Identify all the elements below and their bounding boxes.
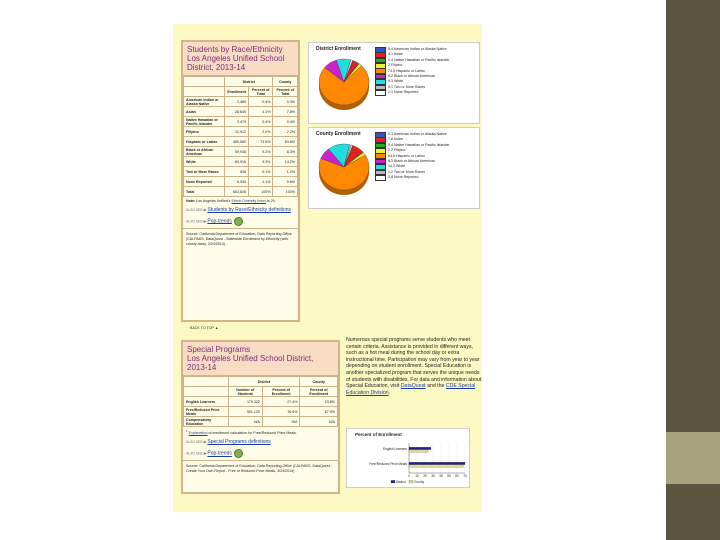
percent-cell: 100% [248,187,273,197]
percent-enrollment-svg [347,429,469,487]
enrollment-cell: 2,479 [225,117,249,127]
pop-trends-icon[interactable] [234,217,243,226]
legend-label: 0.8 None Reported [388,175,419,180]
enrollment-cell: 59,936 [225,147,249,157]
row-label: American Indian or Alaska Native [184,97,225,107]
legend-label: County [414,480,425,484]
table-row [184,417,338,427]
programs-col-county-pct: Percent of Enrollment [300,387,338,397]
legend-label: 1.1 None Reported [388,90,419,95]
programs-table [183,376,338,427]
ethnic-diversity-index-link[interactable]: Ethnic Diversity Index [231,199,266,203]
race-col-blank [184,87,225,97]
legend-label: 7.8 Asian [388,137,403,142]
race-table [183,76,298,197]
row-label: Black or African American [184,147,225,157]
percent-cell: 0.4% [248,117,273,127]
footnote-marker: 1 [186,429,188,433]
county-percent-cell: 64.8% [273,137,298,147]
percent-cell: 73.5% [248,137,273,147]
table-row [184,187,298,197]
programs-body-text: Numerous special programs serve students who meet certain criteria. Assistance is provided in different ways, such as a hot meal during the school day or extra instructional time. Participation may vary from year to year depending on student enrollment. Special Education is another specialized program that serves the unique needs of students with disabilities. For data and information about Special Education, visit [346,337,482,390]
bar-county [409,465,463,467]
row-label: Compensatory Education [184,417,229,427]
number-cell: N/A [228,417,262,427]
table-row [184,167,298,177]
county-percent-cell: 67.9% [300,407,338,417]
decor-accent-block [666,432,720,484]
arrow-right-icon: ▶ [203,440,207,445]
programs-source: Source: California Department of Education, Data Reporting Office (CALPADS, DataQuest - Create Your Own Report - Free or Reduced Price Meals, 3/24/2014) [183,460,338,477]
programs-table-body [184,397,338,427]
county-enrollment-chart [308,127,480,209]
arrow-up-icon: ▲ [214,326,219,330]
row-label: Total [184,187,225,197]
programs-header-district: District [228,377,300,387]
race-col-enrollment: Enrollment [225,87,249,97]
programs-title-line2: Los Angeles Unified School District, 2013-14 [187,354,314,372]
number-cell: 501,120 [228,407,262,417]
county-pie [315,140,377,202]
note-text: Los Angeles Unified's [196,199,231,203]
legend-label: 2.2 Filipino [388,148,406,153]
x-tick-label: 50 [447,474,451,478]
race-pop-trends-link[interactable]: Pop-trends [207,218,232,225]
percent-cell: 1.1% [248,177,273,187]
enrollment-cell: 26,649 [225,107,249,117]
table-row [184,397,338,407]
race-note [183,197,298,206]
legend-label: 9.2 Black or African American [388,73,435,78]
footnote-text: of enrollment calculation for Free/Reduced Price Meals. [208,431,297,436]
number-cell: 179,322 [228,397,262,407]
table-row [184,117,298,127]
row-label: Hispanic or Latino [184,137,225,147]
percent-cell: 0.4% [248,97,273,107]
bar-district [409,462,465,464]
programs-col-header [184,387,338,397]
table-row [184,147,298,157]
x-tick-label: 0 [408,474,410,478]
table-row [184,157,298,167]
legend-swatch [375,175,386,181]
race-panel-title [183,42,298,76]
race-also-see-2 [183,215,298,228]
county-percent-cell: 14.2% [273,157,298,167]
explanation-link[interactable]: Explanation [188,431,208,436]
legend-item [375,90,450,95]
note-suffix: is 29. [267,199,276,203]
programs-col-num: Number of Students [228,387,262,397]
race-col-county-pct: Percent of Total [273,87,298,97]
race-col-pct: Percent of Total [248,87,273,97]
district-chart-title: District Enrollment [316,46,361,52]
back-to-top-link[interactable] [190,326,218,330]
and-text: and the [427,383,445,390]
race-table-col-header [184,87,298,97]
bar-chart-title: Percent of Enrollment [355,432,402,437]
row-label: Two or More Races [184,167,225,177]
legend-label: 0.1 Two or More Races [388,84,426,89]
pop-trends-icon[interactable] [234,449,243,458]
programs-group-header [184,377,338,387]
legend-label: 14.2 White [388,164,406,169]
race-source: Source: California Department of Education, Data Reporting Office (CALPADS, DataQuest - Statewide Enrollment by Ethnicity (with county data), 3/24/2014) [183,228,298,250]
programs-col-pct: Percent of Enrollment [262,387,300,397]
programs-header-blank [184,377,229,387]
arrow-right-icon: ▶ [203,219,207,224]
x-tick-label: 70 [463,474,467,478]
race-table-group-header [184,77,298,87]
enrollment-cell: 60,915 [225,157,249,167]
race-table-body [184,97,298,197]
enrollment-cell: 936 [225,167,249,177]
enrollment-cell: 2,489 [225,97,249,107]
programs-pop-trends-link[interactable]: Pop-trends [207,450,232,457]
county-legend [375,132,450,181]
also-see-label: ALSO SEE [186,440,203,445]
district-enrollment-chart [308,42,480,124]
arrow-right-icon: ▶ [203,451,207,456]
table-row [184,97,298,107]
programs-also-see-2 [183,447,338,460]
x-tick-label: 10 [415,474,419,478]
also-see-label: ALSO SEE [186,208,203,212]
legend-label: 4.1 Asian [388,52,403,57]
slide-background-edge [480,24,482,512]
legend-label: 8.3 Black or African American [388,158,435,163]
x-tick-label: 30 [431,474,435,478]
programs-description [346,337,482,396]
programs-panel-title [183,342,338,376]
table-row [184,407,338,417]
row-label: Native Hawaiian or Pacific Islander [184,117,225,127]
percent-cell: 9.3% [248,157,273,167]
percent-cell: 4.1% [248,107,273,117]
race-title-line2: Los Angeles Unified School District, 2013-14 [187,54,285,72]
race-title-line1: Students by Race/Ethnicity [187,45,283,54]
legend-swatch [375,90,386,96]
district-pie [315,55,377,117]
percent-cell: 27.4% [262,397,300,407]
county-percent-cell: 2.2% [273,127,298,137]
end-text: . [388,389,391,396]
legend-swatch [409,480,413,483]
county-percent-cell: 7.8% [273,107,298,117]
x-tick-label: 20 [423,474,427,478]
row-label: White [184,157,225,167]
programs-footnote [183,427,338,438]
also-see-label: ALSO SEE [186,219,203,224]
table-row [184,177,298,187]
legend-swatch [391,480,395,483]
table-row [184,137,298,147]
race-also-see-1 [183,206,298,215]
programs-definitions-link[interactable]: Special Programs definitions [207,439,271,446]
arrow-right-icon: ▶ [203,208,207,212]
row-label: English Learners [184,397,229,407]
legend-label: 9.3 White [388,79,404,84]
county-percent-cell: 8.3% [273,147,298,157]
county-percent-cell: 0.3% [273,97,298,107]
table-row [184,107,298,117]
race-definitions-link[interactable]: Students by Race/Ethnicity definitions [207,207,292,213]
district-legend [375,47,450,96]
also-see-label: ALSO SEE [186,451,203,456]
county-percent-cell: 23.8% [300,397,338,407]
x-tick-label: 40 [439,474,443,478]
legend-label: 2 Filipino [388,63,403,68]
note-prefix: Note: [186,199,196,203]
enrollment-cell: 12,912 [225,127,249,137]
percent-cell: 9.2% [248,147,273,157]
back-to-top-label: BACK TO TOP [190,326,214,330]
row-label: Asian [184,107,225,117]
legend-label: District [396,480,406,484]
row-label: Filipino [184,127,225,137]
programs-also-see-1 [183,438,338,447]
legend-label: 1.2 Two or More Races [388,169,426,174]
legend-label: 0.4 Native Hawaiian or Pacific Islander [388,142,450,147]
legend-label: 64.8 Hispanic or Latino [388,153,425,158]
percent-cell: 0.1% [248,167,273,177]
race-header-county: County [273,77,298,87]
category-label: Free/Reduced Price Meals [369,462,407,467]
race-header-district: District [225,77,273,87]
county-percent-cell: 1.2% [273,167,298,177]
programs-header-county: County [300,377,338,387]
enrollment-cell: 480,580 [225,137,249,147]
table-row [184,127,298,137]
legend-label: 0.4 Native Hawaiian or Pacific Islander [388,57,450,62]
legend-label: 0.3 American Indian or Alaska Native [388,132,447,136]
right-decor-bar [666,0,720,540]
percent-enrollment-chart [346,428,470,488]
percent-cell: N/A [262,417,300,427]
cde-special-ed-link[interactable]: CDE Special Education Division [346,383,476,396]
county-percent-cell: N/A [300,417,338,427]
programs-col-blank [184,387,229,397]
dataquest-link[interactable]: DataQuest [400,383,426,390]
legend-label: 73.5 Hispanic or Latino [388,68,425,73]
percent-cell: 76.6% [262,407,300,417]
programs-title-line1: Special Programs [187,345,251,354]
percent-cell: 2.0% [248,127,273,137]
legend-label: 0.4 American Indian or Alaska Native [388,47,447,51]
county-percent-cell: 0.8% [273,177,298,187]
legend-item [375,175,450,180]
category-label: English Learners [383,447,407,452]
row-label: Free/Reduced Price Meals [184,407,229,417]
special-programs-panel [181,340,340,494]
race-header-blank [184,77,225,87]
x-tick-label: 60 [455,474,459,478]
bar-county [409,450,428,452]
county-percent-cell: 100% [273,187,298,197]
row-label: None Reported [184,177,225,187]
bar-district [409,447,431,449]
race-ethnicity-panel [181,40,300,322]
county-percent-cell: 0.4% [273,117,298,127]
enrollment-cell: 653,826 [225,187,249,197]
enrollment-cell: 6,930 [225,177,249,187]
county-chart-title: County Enrollment [316,131,361,137]
